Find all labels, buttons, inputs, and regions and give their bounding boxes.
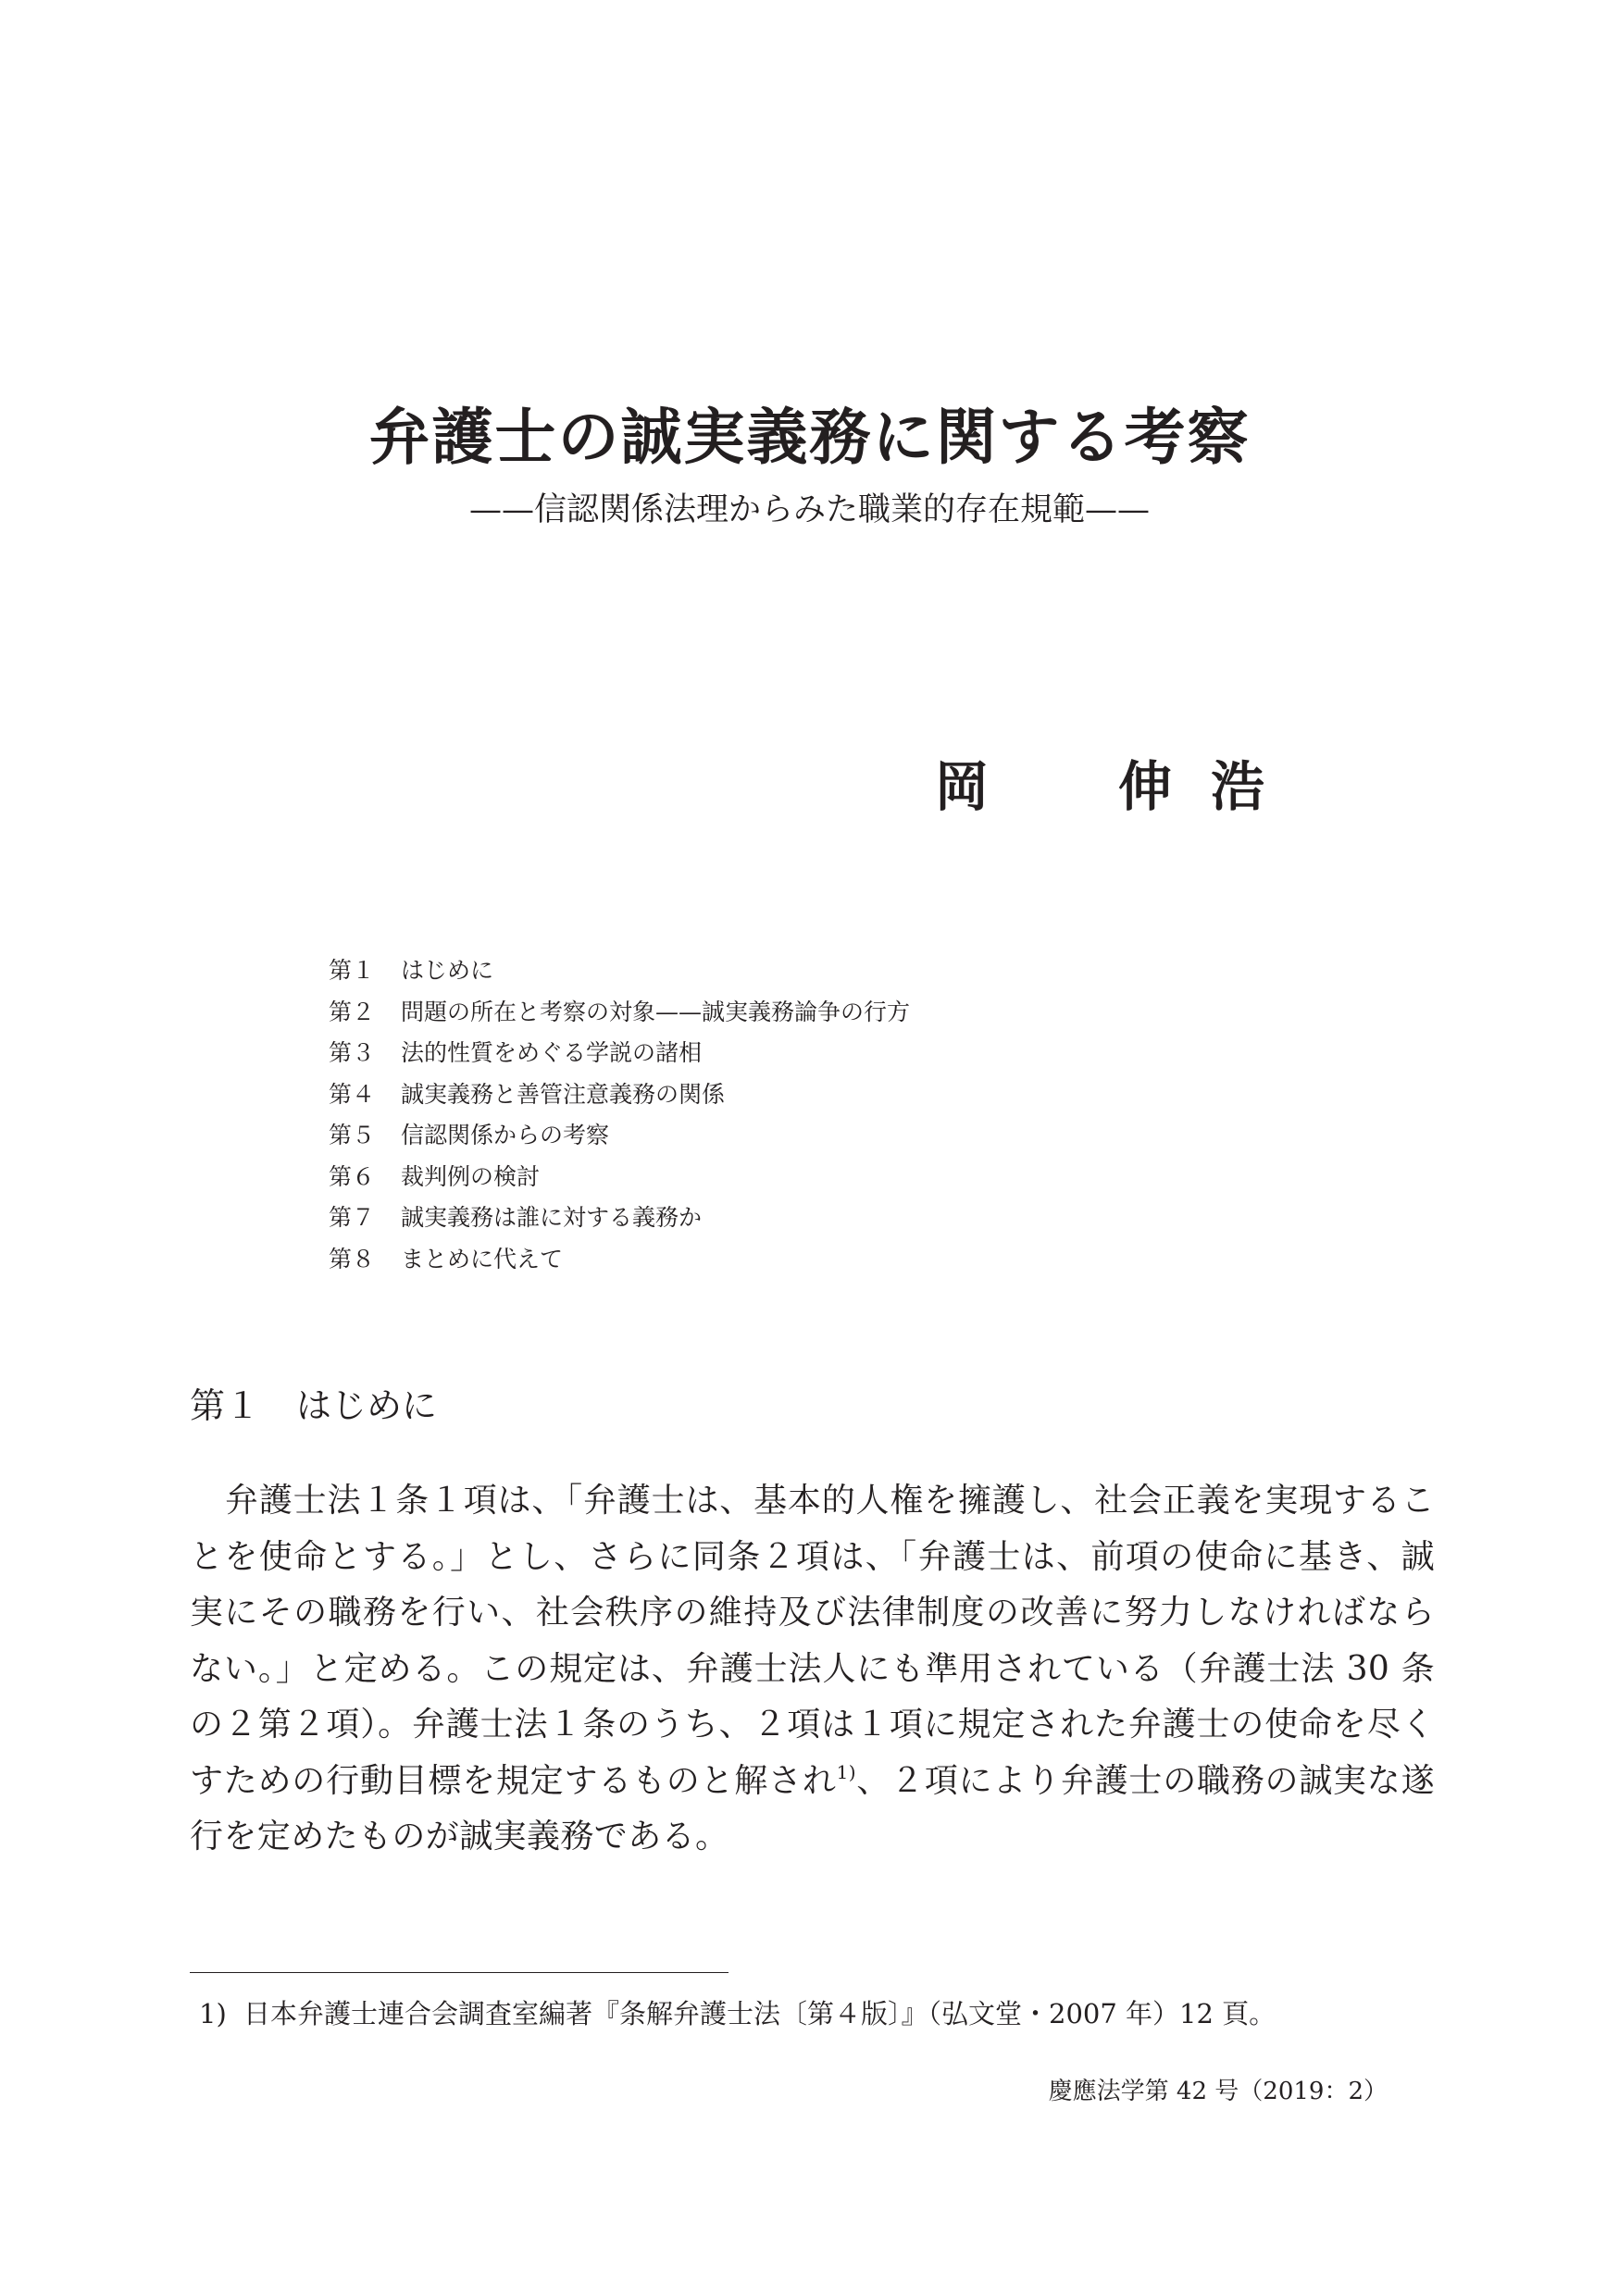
- toc-item: [329, 992, 910, 1034]
- author-given-1: 伸: [1118, 755, 1173, 818]
- section-heading: [190, 1383, 437, 1429]
- body-paragraph: [190, 1473, 1435, 1866]
- toc-item-title: はじめに: [401, 957, 494, 984]
- toc-item-number: 第４: [329, 1080, 376, 1108]
- footnote-divider: [190, 1972, 729, 1973]
- toc-item-number: 第３: [329, 1039, 376, 1066]
- toc-item-title: 信認関係からの考察: [401, 1122, 610, 1148]
- article-subtitle: ——信認関係法理からみた職業的存在規範——: [468, 491, 1150, 528]
- footnote-reference[interactable]: 1): [836, 1760, 856, 1783]
- section-number: 第１: [190, 1385, 261, 1426]
- toc-item-title: 法的性質をめぐる学説の諸相: [401, 1039, 703, 1066]
- toc-item-title: 誠実義務と善管注意義務の関係: [401, 1080, 726, 1108]
- toc-item: [329, 1198, 910, 1239]
- author-given-2: 浩: [1211, 755, 1265, 818]
- toc-item: [329, 1115, 910, 1157]
- article-title: 弁護士の誠実義務に関する考察: [368, 401, 1251, 473]
- toc-item-number: 第７: [329, 1204, 376, 1231]
- author-name: [935, 754, 1264, 819]
- footnote-text: 日本弁護士連合会調査室編著『条解弁護士法〔第４版〕』（弘文堂・2007 年）12 頁。: [243, 1998, 1277, 2029]
- toc-item-number: 第１: [329, 957, 376, 984]
- journal-folio: 慶應法学第 42 号（2019：2）: [1048, 2078, 1388, 2105]
- toc-item: [329, 1157, 910, 1198]
- toc-item: [329, 1239, 910, 1281]
- paragraph-text-continued: 、２項により弁護士の職務の誠実な遂行を定めたものが誠実義務である。: [190, 1761, 1435, 1855]
- footnote-mark: 1): [199, 1998, 227, 2029]
- toc-item-title: まとめに代えて: [401, 1245, 564, 1272]
- toc-item-title: 問題の所在と考察の対象——誠実義務論争の行方: [401, 998, 911, 1025]
- section-title: はじめに: [296, 1385, 438, 1426]
- footnote: [199, 1995, 1276, 2032]
- paragraph-text: 弁護士法１条１項は、「弁護士は、基本的人権を擁護し、社会正義を実現することを使命とする。」とし、さらに同条２項は、「弁護士は、前項の使命に基き、誠実にその職務を行い、社会秩序の維持及び法律制度の改善に努力しなければならない。」と定める。この規定は、弁護士法人にも準用されている（弁護士法 30 条の２第２項）。弁護士法１条のうち、２項は１項に規定された弁護士の使命を尽くすための行動目標を規定するものと解され: [190, 1482, 1435, 1800]
- toc-item-number: 第２: [329, 998, 376, 1025]
- toc-item-title: 誠実義務は誰に対する義務か: [401, 1204, 703, 1231]
- toc-item-number: 第５: [329, 1122, 376, 1148]
- toc-item-number: 第６: [329, 1162, 376, 1190]
- toc-item-number: 第８: [329, 1245, 376, 1272]
- toc-item: [329, 1033, 910, 1074]
- author-surname: 岡: [935, 755, 990, 818]
- toc-item: [329, 1074, 910, 1116]
- table-of-contents: [329, 950, 910, 1280]
- toc-item-title: 裁判例の検討: [401, 1162, 541, 1190]
- toc-item: [329, 950, 910, 992]
